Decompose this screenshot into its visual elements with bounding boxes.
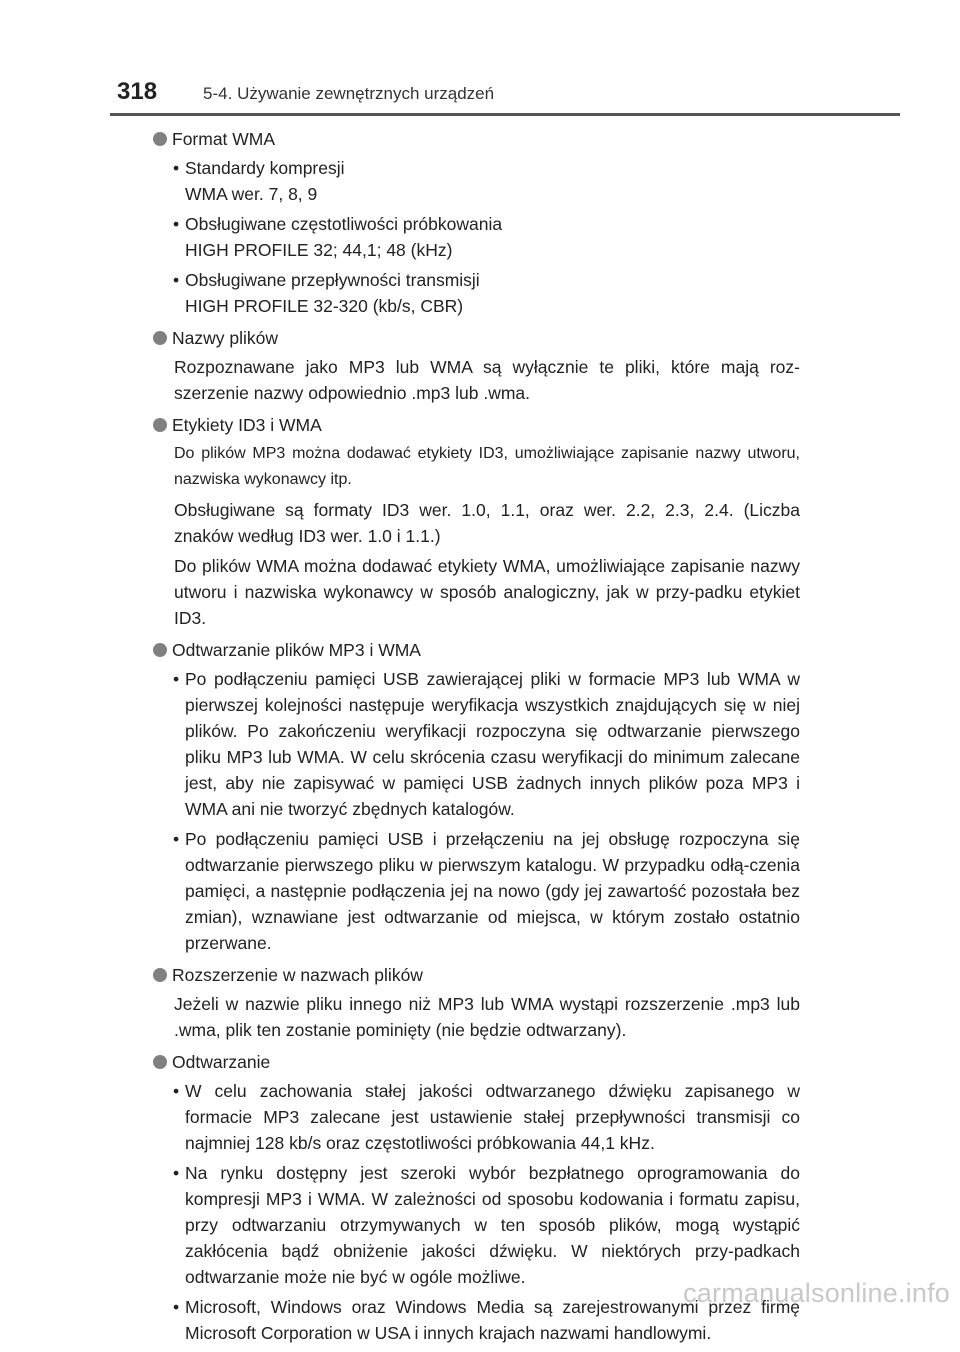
- bullet-text: • Po podłączeniu pamięci USB i przełączeniu na jej obsługę rozpoczyna się odtwarzanie pierwszego pliku w pierwszym katalogu. W przypadku odłą-czenia pamięci, a następnie podłączenia jej na nowo (gdy jej zawartość pozostała bez zmian), wznawiane jest odtwarzanie od miejsca, w którym zostało ostatnio przerwane.: [150, 826, 800, 956]
- paragraph-block: [150, 441, 800, 493]
- bullet-item: [150, 1078, 800, 1156]
- section: [150, 325, 800, 406]
- bullet-item: [150, 211, 800, 263]
- page-content: [150, 126, 800, 1352]
- bullet-text: • Microsoft, Windows oraz Windows Media są zarejestrowanymi przez firmę Microsoft Corporation w USA i innych krajach nazwami handlowymi.: [150, 1294, 800, 1346]
- bullet-item: [150, 267, 800, 319]
- bullet-item: [150, 666, 800, 822]
- bullet-text: • Na rynku dostępny jest szeroki wybór bezpłatnego oprogramowania do kompresji MP3 i WMA. W zależności od sposobu kodowania i formatu zapisu, przy odtwarzaniu otrzymywanych w ten sposób plików, mogą wystąpić zakłócenia bądź obniżenie jakości dźwięku. W niektórych przy-padkach odtwarzanie może nie być w ogóle możliwe.: [150, 1160, 800, 1290]
- bullet-text: • Obsługiwane częstotliwości próbkowania: [150, 211, 800, 237]
- bullet-text: • Obsługiwane przepływności transmisji: [150, 267, 800, 293]
- paragraph: Jeżeli w nazwie pliku innego niż MP3 lub WMA wystąpi rozszerzenie .mp3 lub .wma, plik ten zostanie pominięty (nie będzie odtwarzany).: [174, 994, 800, 1040]
- paragraph: Obsługiwane są formaty ID3 wer. 1.0, 1.1, oraz wer. 2.2, 2.3, 2.4. (Liczba znaków według ID3 wer. 1.0 i 1.1.): [174, 500, 800, 546]
- paragraph: Rozpoznawane jako MP3 lub WMA są wyłącznie te pliki, które mają roz-szerzenie nazwy odpowiednio .mp3 lub .wma.: [174, 357, 800, 403]
- paragraph-block: [150, 354, 800, 406]
- section-heading: Odtwarzanie plików MP3 i WMA: [150, 637, 800, 663]
- bullet-subvalue: HIGH PROFILE 32-320 (kb/s, CBR): [185, 296, 464, 316]
- section-heading: Etykiety ID3 i WMA: [150, 412, 800, 438]
- paragraph-block: [150, 991, 800, 1043]
- paragraph-block: [150, 553, 800, 631]
- section: [150, 637, 800, 956]
- page-number: 318: [117, 78, 158, 105]
- bullet-subvalue: HIGH PROFILE 32; 44,1; 48 (kHz): [185, 240, 453, 260]
- section-heading: Rozszerzenie w nazwach plików: [150, 962, 800, 988]
- section-heading: Format WMA: [150, 126, 800, 152]
- bullet-subvalue: WMA wer. 7, 8, 9: [185, 184, 318, 204]
- paragraph-block: [150, 497, 800, 549]
- chapter-title: 5-4. Używanie zewnętrznych urządzeń: [203, 84, 495, 103]
- bullet-item: [150, 826, 800, 956]
- bullet-text: • Po podłączeniu pamięci USB zawierającej pliki w formacie MP3 lub WMA w pierwszej kolejności następuje weryfikacja wszystkich znajdujących się w niej plików. Po zakończeniu weryfikacji rozpoczyna się odtwarzanie pierwszego pliku MP3 lub WMA. W celu skrócenia czasu weryfikacji do minimum zalecane jest, aby nie zapisywać w pamięci USB żadnych innych plików poza MP3 i WMA ani nie tworzyć zbędnych katalogów.: [150, 666, 800, 822]
- bullet-item: [150, 155, 800, 207]
- bullet-text: • Standardy kompresji: [150, 155, 800, 181]
- section: [150, 962, 800, 1043]
- bullet-item: [150, 1160, 800, 1290]
- section-heading: Odtwarzanie: [150, 1049, 800, 1075]
- header-rule: [110, 113, 900, 116]
- section: [150, 126, 800, 319]
- section: [150, 412, 800, 631]
- bullet-text: • W celu zachowania stałej jakości odtwarzanego dźwięku zapisanego w formacie MP3 zalecane jest ustawienie stałej przepływności transmisji co najmniej 128 kb/s oraz częstotliwości próbkowania 44,1 kHz.: [150, 1078, 800, 1156]
- page-header: [117, 78, 494, 106]
- watermark: carmanualsonline.info: [683, 1278, 950, 1308]
- paragraph: Do plików WMA można dodawać etykiety WMA, umożliwiające zapisanie nazwy utworu i nazwiska wykonawcy w sposób analogiczny, jak w przy-padku etykiet ID3.: [174, 556, 800, 628]
- section-heading: Nazwy plików: [150, 325, 800, 351]
- paragraph: Do plików MP3 można dodawać etykiety ID3, umożliwiające zapisanie nazwy utworu, nazwiska wykonawcy itp.: [174, 445, 800, 488]
